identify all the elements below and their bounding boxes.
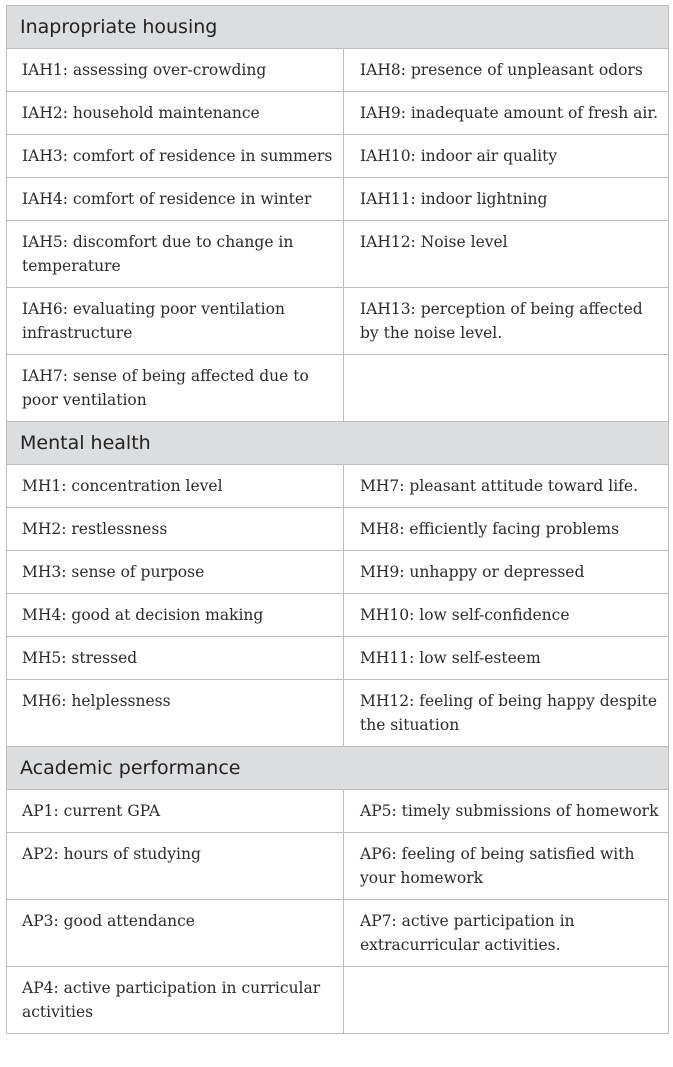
item-cell-right: AP5: timely submissions of homework: [344, 790, 669, 833]
measurement-items-table-container: [6, 5, 668, 1034]
item-cell-right: MH9: unhappy or depressed: [344, 551, 669, 594]
item-cell-left: MH1: concentration level: [7, 465, 344, 508]
table-row: [7, 833, 669, 900]
item-cell-left: IAH1: assessing over-crowding: [7, 49, 344, 92]
item-cell-right: MH10: low self-confidence: [344, 594, 669, 637]
table-row: [7, 288, 669, 355]
table-row: [7, 49, 669, 92]
table-row: [7, 178, 669, 221]
section-header-row: [7, 422, 669, 465]
item-cell-right: AP7: active participation in extracurricular activities.: [344, 900, 669, 967]
item-cell-right: MH12: feeling of being happy despite the situation: [344, 680, 669, 747]
item-cell-right: MH7: pleasant attitude toward life.: [344, 465, 669, 508]
item-cell-right: [344, 967, 669, 1034]
table-row: [7, 355, 669, 422]
item-cell-right: IAH9: inadequate amount of fresh air.: [344, 92, 669, 135]
item-cell-left: IAH3: comfort of residence in summers: [7, 135, 344, 178]
measurement-items-table: [6, 5, 669, 1034]
table-row: [7, 92, 669, 135]
item-cell-left: AP4: active participation in curricular activities: [7, 967, 344, 1034]
item-cell-left: IAH4: comfort of residence in winter: [7, 178, 344, 221]
item-cell-right: IAH10: indoor air quality: [344, 135, 669, 178]
table-row: [7, 900, 669, 967]
item-cell-left: MH2: restlessness: [7, 508, 344, 551]
section-header-row: [7, 6, 669, 49]
table-row: [7, 680, 669, 747]
item-cell-left: MH3: sense of purpose: [7, 551, 344, 594]
table-row: [7, 594, 669, 637]
item-cell-right: [344, 355, 669, 422]
item-cell-left: MH5: stressed: [7, 637, 344, 680]
table-body: [7, 6, 669, 1034]
item-cell-left: MH6: helplessness: [7, 680, 344, 747]
table-row: [7, 465, 669, 508]
table-row: [7, 790, 669, 833]
item-cell-right: MH11: low self-esteem: [344, 637, 669, 680]
section-header-row: [7, 747, 669, 790]
table-row: [7, 967, 669, 1034]
item-cell-right: IAH13: perception of being affected by the noise level.: [344, 288, 669, 355]
item-cell-left: IAH7: sense of being affected due to poor ventilation: [7, 355, 344, 422]
item-cell-right: IAH11: indoor lightning: [344, 178, 669, 221]
item-cell-right: MH8: efficiently facing problems: [344, 508, 669, 551]
item-cell-left: AP3: good attendance: [7, 900, 344, 967]
section-title: Mental health: [7, 422, 669, 465]
item-cell-left: IAH5: discomfort due to change in temperature: [7, 221, 344, 288]
table-row: [7, 637, 669, 680]
item-cell-right: AP6: feeling of being satisfied with your homework: [344, 833, 669, 900]
item-cell-right: IAH8: presence of unpleasant odors: [344, 49, 669, 92]
item-cell-left: AP1: current GPA: [7, 790, 344, 833]
table-row: [7, 551, 669, 594]
table-row: [7, 135, 669, 178]
item-cell-left: IAH2: household maintenance: [7, 92, 344, 135]
table-row: [7, 508, 669, 551]
item-cell-left: IAH6: evaluating poor ventilation infrastructure: [7, 288, 344, 355]
item-cell-left: MH4: good at decision making: [7, 594, 344, 637]
section-title: Academic performance: [7, 747, 669, 790]
section-title: Inapropriate housing: [7, 6, 669, 49]
table-row: [7, 221, 669, 288]
item-cell-right: IAH12: Noise level: [344, 221, 669, 288]
item-cell-left: AP2: hours of studying: [7, 833, 344, 900]
